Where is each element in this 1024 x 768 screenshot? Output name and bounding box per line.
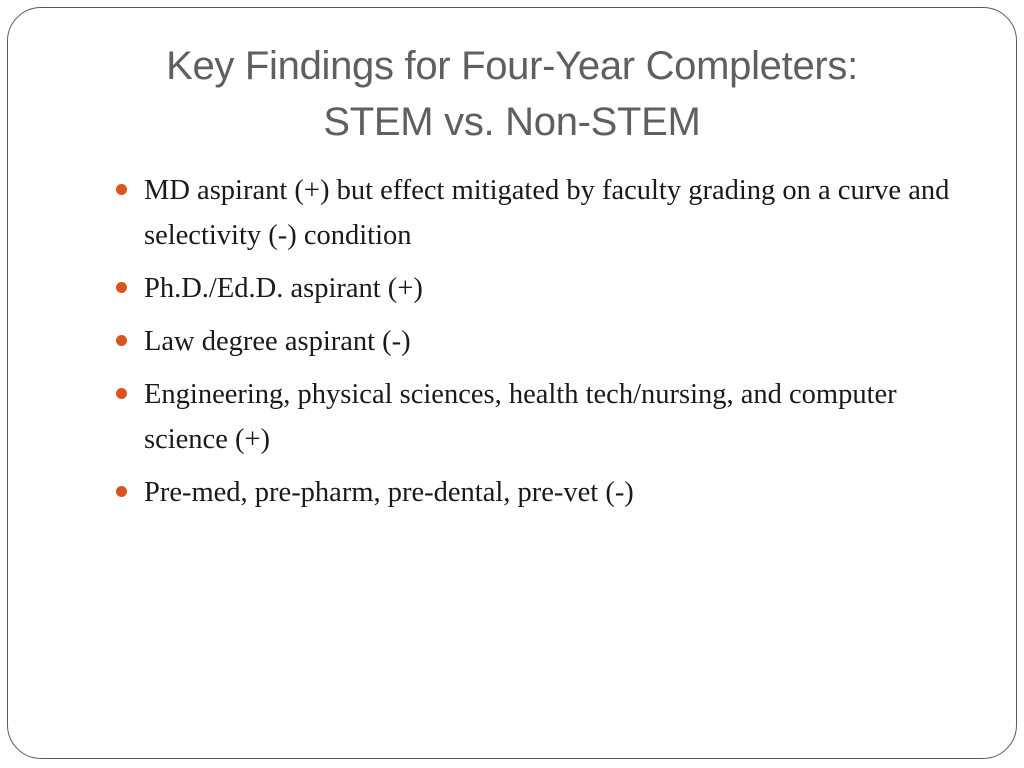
list-item (115, 266, 960, 311)
bullet-dot-icon (116, 335, 127, 346)
bullet-text: Engineering, physical sciences, health tech/nursing, and computer science (+) (144, 379, 897, 455)
bullet-text: Ph.D./Ed.D. aspirant (+) (144, 273, 423, 304)
bullet-list (115, 168, 960, 523)
list-item (115, 372, 960, 462)
bullet-dot-icon (116, 486, 127, 497)
slide-title-line-1: Key Findings for Four-Year Completers: (166, 44, 858, 88)
bullet-text: MD aspirant (+) but effect mitigated by faculty grading on a curve and selectivity (-) condition (144, 175, 950, 251)
bullet-text: Pre-med, pre-pharm, pre-dental, pre-vet (-) (144, 477, 634, 508)
bullet-dot-icon (116, 184, 127, 195)
slide-title-line-2: STEM vs. Non-STEM (323, 100, 701, 144)
bullet-dot-icon (116, 282, 127, 293)
list-item (115, 168, 960, 258)
list-item (115, 319, 960, 364)
list-item (115, 470, 960, 515)
slide-title (0, 38, 1024, 150)
bullet-dot-icon (116, 388, 127, 399)
bullet-text: Law degree aspirant (-) (144, 326, 411, 357)
